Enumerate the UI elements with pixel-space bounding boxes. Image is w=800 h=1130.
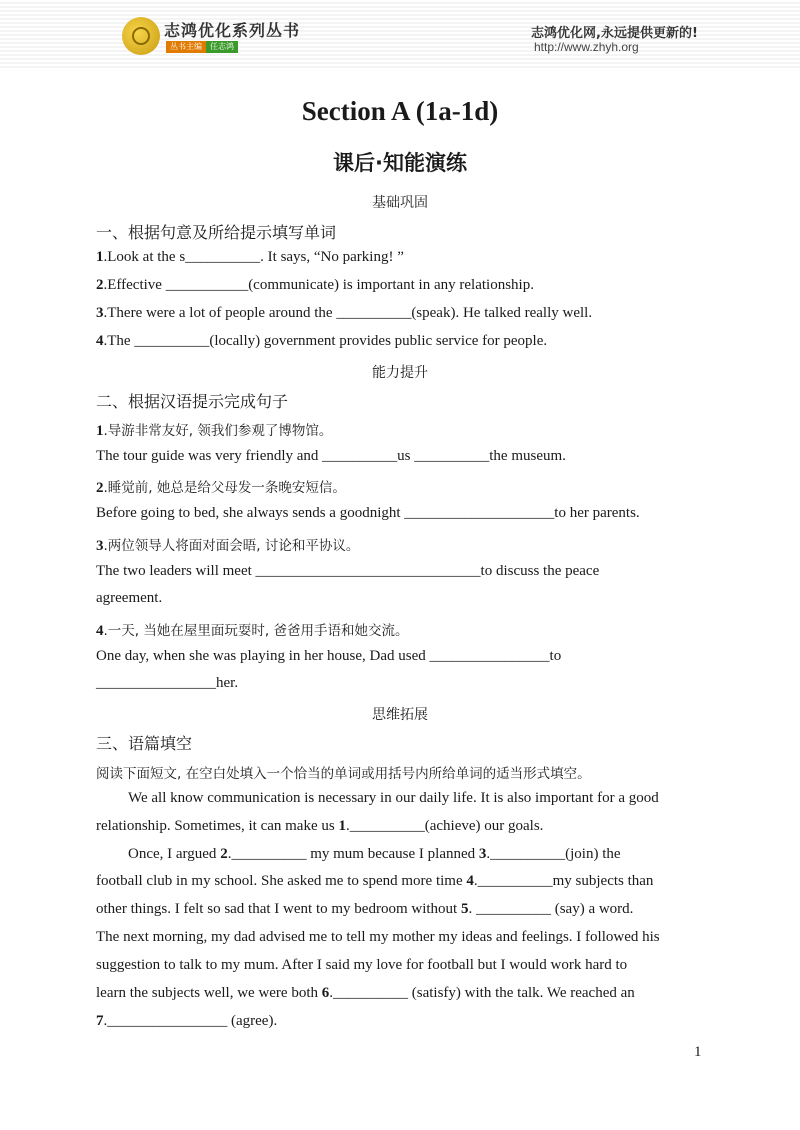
- part1-item-3: 3.There were a lot of people around the __________(speak). He talked really well.: [96, 305, 593, 321]
- part1-item-1: 1.Look at the s__________. It says, “No parking! ”: [96, 249, 404, 265]
- series-logo-icon: [122, 17, 160, 55]
- page-number: 1: [694, 1044, 702, 1060]
- part2-item-1-zh: 1.导游非常友好, 领我们参观了博物馆。: [96, 423, 333, 439]
- part3-heading: 三、语篇填空: [96, 734, 193, 753]
- part2-item-2-zh: 2.睡觉前, 她总是给父母发一条晚安短信。: [96, 480, 346, 496]
- passage-line: Once, I argued 2.__________ my mum because I planned 3.__________(join) the: [128, 846, 621, 862]
- part2-item-3-en-2: agreement.: [96, 590, 163, 606]
- page-header: [0, 0, 800, 68]
- part2-item-3-zh: 3.两位领导人将面对面会晤, 讨论和平协议。: [96, 538, 360, 554]
- passage-line: football club in my school. She asked me to spend more time 4.__________my subjects than: [96, 873, 654, 889]
- part1-item-4: 4.The __________(locally) government provides public service for people.: [96, 333, 548, 349]
- passage-line: The next morning, my dad advised me to tell my mother my ideas and feelings. I followed his: [96, 929, 660, 945]
- passage-line: relationship. Sometimes, it can make us 1.__________(achieve) our goals.: [96, 818, 544, 834]
- passage-line: We all know communication is necessary in our daily life. It is also important for a good: [128, 790, 659, 806]
- part3-instruction: 阅读下面短文, 在空白处填入一个恰当的单词或用括号内所给单词的适当形式填空。: [96, 766, 591, 782]
- part1-heading: 一、根据句意及所给提示填写单词: [96, 223, 337, 242]
- part2-item-3-en-1: The two leaders will meet ______________________________to discuss the peace: [96, 563, 600, 579]
- editor-name: 任志鸿: [206, 41, 238, 53]
- editor-badge: [166, 41, 238, 53]
- passage-line: suggestion to talk to my mum. After I said my love for football but I would work hard to: [96, 957, 628, 973]
- header-url: http://www.zhyh.org: [534, 40, 639, 54]
- passage-line: 7.________________ (agree).: [96, 1013, 278, 1029]
- level-advanced: 能力提升: [372, 365, 428, 381]
- series-title: 志鸿优化系列丛书: [164, 23, 301, 40]
- part2-heading: 二、根据汉语提示完成句子: [96, 392, 289, 411]
- editor-label: 丛书主编: [166, 41, 206, 53]
- part2-item-1-en: The tour guide was very friendly and __________us __________the museum.: [96, 448, 566, 464]
- page-title: Section A (1a-1d): [301, 96, 499, 126]
- part2-item-2-en: Before going to bed, she always sends a goodnight ____________________to her parents.: [96, 505, 640, 521]
- page-subtitle: 课后·知能演练: [333, 151, 467, 175]
- header-slogan: 志鸿优化网,永远提供更新的!: [531, 26, 698, 41]
- passage-line: learn the subjects well, we were both 6.__________ (satisfy) with the talk. We reached an: [96, 985, 635, 1001]
- level-extension: 思维拓展: [372, 707, 428, 723]
- part2-item-4-en-1: One day, when she was playing in her house, Dad used ________________to: [96, 648, 562, 664]
- part2-item-4-en-2: ________________her.: [96, 675, 239, 691]
- part2-item-4-zh: 4.一天, 当她在屋里面玩耍时, 爸爸用手语和她交流。: [96, 623, 409, 639]
- passage-line: other things. I felt so sad that I went to my bedroom without 5. __________ (say) a word.: [96, 901, 634, 917]
- part1-item-2: 2.Effective ___________(communicate) is important in any relationship.: [96, 277, 534, 293]
- level-basic: 基础巩固: [372, 195, 428, 211]
